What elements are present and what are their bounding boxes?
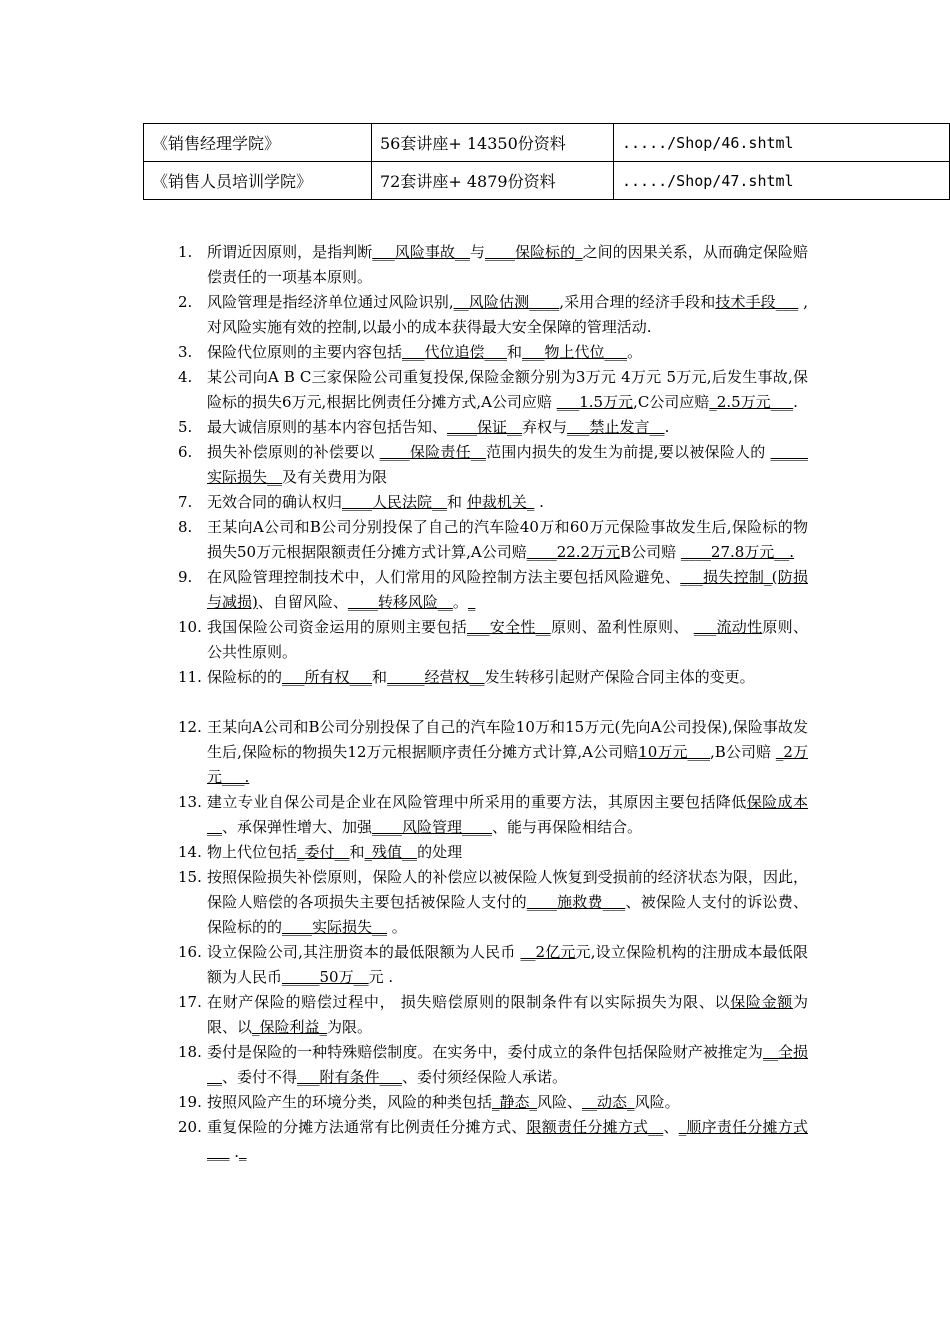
question-item [178, 1090, 808, 1115]
question-item [178, 990, 808, 1040]
question-item [178, 715, 808, 790]
course-name-cell: 《销售经理学院》 [144, 124, 372, 162]
question-text: 。 [627, 343, 643, 361]
question-number: 12. [178, 718, 202, 736]
question-number: 15. [178, 868, 202, 886]
question-number: 18. [178, 1043, 202, 1061]
answer-blank: 限额责任分摊方式__ [526, 1118, 664, 1136]
question-text: 重复保险的分摊方法通常有比例责任分摊方式、 [207, 1118, 527, 1136]
question-number: 20. [178, 1118, 202, 1136]
question-text: 和 [372, 668, 388, 686]
answer-blank: ___安全性__ [467, 618, 551, 636]
question-text: ,C公司应赔 [633, 393, 710, 411]
question-text: 在财产保险的赔偿过程中， 损失赔偿原则的限制条件有以实际损失为限、以 [207, 993, 731, 1011]
question-text: 。 [452, 593, 468, 611]
question-item [178, 440, 808, 490]
answer-blank: ___损失控制_(防损与减损) [207, 568, 808, 611]
table-row [144, 124, 950, 162]
question-text: 弃权与 [522, 418, 568, 436]
question-text: B公司赔 [620, 543, 681, 561]
table-row [144, 162, 950, 200]
question-text: 建立专业自保公司是企业在风险管理中所采用的重要方法，其原因主要包括降低 [207, 793, 747, 811]
answer-blank: 10万元___ [638, 743, 711, 761]
answer-blank: ____实际损失__ [282, 918, 388, 936]
question-text: 在风险管理控制技术中，人们常用的风险控制方法主要包括风险避免、 [207, 568, 681, 586]
question-text: 和 [447, 493, 467, 511]
question-item [178, 365, 808, 415]
answer-blank: 仲裁机关_ [466, 493, 535, 511]
question-text: 委付是保险的一种特殊赔偿制度。在实务中，委付成立的条件包括保险财产被推定为 [207, 1043, 763, 1061]
question-number: 7. [178, 493, 193, 511]
question-text: 范围内损失的发生为前提,要以被保险人的 [485, 443, 771, 461]
answer-blank: ___1.5万元 [556, 393, 634, 411]
question-text: 、能与再保险相结合。 [492, 818, 643, 836]
question-item [178, 415, 808, 440]
question-number: 1. [178, 243, 193, 261]
answer-blank: _ [239, 1143, 247, 1161]
question-text: . [664, 418, 670, 436]
answer-blank: ____风险管理____ [372, 818, 493, 836]
question-text: ,采用合理的经济手段和 [559, 293, 716, 311]
question-number: 14. [178, 843, 202, 861]
question-text: 某公司向A B C三家保险公司重复投保,保险金额分别为3万元 4万元 5万元,后发生事故,保险标的损失6万元,根据比例责任分摊方式,A公司应赔 [207, 368, 808, 411]
question-text: 所谓近因原则，是指判断 [207, 243, 373, 261]
question-number: 9. [178, 568, 193, 586]
question-text: 风险。 [634, 1093, 680, 1111]
answer-blank: ___禁止发言__ [567, 418, 665, 436]
answer-blank: 技术手段___ [715, 293, 799, 311]
answer-blank: ___代位追偿___ [402, 343, 508, 361]
question-item [178, 615, 808, 665]
question-item [178, 290, 808, 340]
question-item [178, 865, 808, 940]
question-text: 无效合同的确认权归 [207, 493, 343, 511]
answer-blank: _2.5万元___ [709, 393, 794, 411]
question-item [178, 240, 808, 290]
question-text: 发生转移引起财产保险合同主体的变更。 [484, 668, 755, 686]
question-text: 原则、盈利性原则、 [550, 618, 694, 636]
question-number: 4. [178, 368, 193, 386]
question-item [178, 790, 808, 840]
answer-blank: __2亿元 [520, 943, 576, 961]
question-number: 8. [178, 518, 193, 536]
answer-blank: ____22.2万元 [526, 543, 621, 561]
question-number: 19. [178, 1093, 202, 1111]
question-list [178, 240, 808, 1165]
answer-blank: _顺序责任分摊方式___ [207, 1118, 808, 1161]
answer-blank: ____施救费___ [526, 893, 626, 911]
question-text: 、承保弹性增大、加强 [222, 818, 373, 836]
answer-blank: ___附有条件___ [297, 1068, 403, 1086]
question-text: 保险标的的 [207, 668, 283, 686]
question-number: 6. [178, 443, 193, 461]
resource-table [143, 123, 950, 200]
question-number: 5. [178, 418, 193, 436]
resource-table-body [144, 124, 950, 200]
course-name-cell: 《销售人员培训学院》 [144, 162, 372, 200]
question-item [178, 840, 808, 865]
answer-blank: ___流动性 [693, 618, 763, 636]
question-item [178, 940, 808, 990]
question-item [178, 565, 808, 615]
question-text: 王某向A公司和B公司分别投保了自己的汽车险10万和15万元(先向A公司投保),保险事故发生后,保险标的物损失12万元根据顺序责任分摊方式计算,A公司赔 [207, 718, 808, 761]
question-text: 与 [469, 243, 485, 261]
question-item [178, 1115, 808, 1165]
question-text: . [793, 393, 798, 411]
question-number: 10. [178, 618, 202, 636]
question-text: 、自留风险、 [257, 593, 348, 611]
question-text: 风险管理是指经济单位通过风险识别, [207, 293, 454, 311]
question-text: 的处理 [417, 843, 463, 861]
answer-blank: _____50万__ [282, 968, 369, 986]
answer-blank: ___所有权___ [282, 668, 373, 686]
question-text: 之间的因果关系，从而确定保险赔偿责任的一项基本原则。 [207, 243, 808, 286]
question-item [178, 1040, 808, 1090]
question-number: 2. [178, 293, 193, 311]
question-item [178, 490, 808, 515]
course-link-cell[interactable]: ...../Shop/47.shtml [614, 162, 950, 200]
answer-blank: __动态_ [582, 1093, 635, 1111]
question-text: 设立保险公司,其注册资本的最低限额为人民币 [207, 943, 521, 961]
course-link-cell[interactable]: ...../Shop/46.shtml [614, 124, 950, 162]
question-text: 风险、 [537, 1093, 583, 1111]
course-content-cell: 72套讲座+ 4879份资料 [372, 162, 614, 200]
question-text: 及有关费用为限 [282, 468, 388, 486]
question-number: 3. [178, 343, 193, 361]
question-text: 、委付不得 [222, 1068, 298, 1086]
question-text: ,对风险实施有效的控制,以最小的成本获得最大安全保障的管理活动. [207, 293, 808, 336]
answer-blank: _2万元___. [207, 743, 809, 786]
question-text: 为限、以 [207, 993, 808, 1036]
question-text: 按照保险损失补偿原则，保险人的补偿应以被保险人恢复到受损前的经济状态为限，因此，保险人赔偿的各项损失主要包括被保险人支付的 [207, 868, 808, 911]
answer-blank: _保险利益_ [252, 1018, 328, 1036]
answer-blank: ____人民法院__ [342, 493, 448, 511]
question-text: 、委付须经保险人承诺。 [402, 1068, 568, 1086]
answer-blank: ___物上代位___ [522, 343, 628, 361]
answer-blank: ___风险事故__ [372, 243, 470, 261]
question-text: 王某向A公司和B公司分别投保了自己的汽车险40万和60万元保险事故发生后,保险标的物损失50万元根据限额责任分摊方式计算,A公司赔 [207, 518, 808, 561]
answer-blank: _残值__ [364, 843, 418, 861]
question-text: 物上代位包括 [207, 843, 298, 861]
question-text: 元 . [368, 968, 394, 986]
answer-blank: ____保证__ [447, 418, 523, 436]
course-content-cell: 56套讲座+ 14350份资料 [372, 124, 614, 162]
question-number: 17. [178, 993, 202, 1011]
question-text: 损失补偿原则的补偿要以 [207, 443, 380, 461]
question-text: 我国保险公司资金运用的原则主要包括 [207, 618, 467, 636]
question-text: 元,设立保险机构的注册成本最低限额为人民币 [207, 943, 808, 986]
question-number: 11. [178, 668, 202, 686]
answer-blank: _静态_ [492, 1093, 538, 1111]
question-text: . [534, 493, 544, 511]
question-item [178, 515, 808, 565]
answer-blank: 保险金额 [730, 993, 793, 1011]
answer-blank: ____保险标的_ [484, 243, 583, 261]
answer-blank: ____27.8万元__. [680, 543, 795, 561]
question-text: 为限。 [327, 1018, 373, 1036]
answer-blank: _委付__ [297, 843, 350, 861]
question-text: 保险代位原则的主要内容包括 [207, 343, 403, 361]
question-text: 按照风险产生的环境分类，风险的种类包括 [207, 1093, 493, 1111]
answer-blank: ____保险责任__ [379, 443, 486, 461]
question-text: ,B公司赔 [710, 743, 776, 761]
question-number: 16. [178, 943, 202, 961]
answer-blank: 保险成本__ [207, 793, 808, 836]
answer-blank: _____经营权__ [387, 668, 485, 686]
answer-blank: _____实际损失__ [207, 443, 808, 486]
question-text: 、 [663, 1118, 679, 1136]
question-text: 和 [507, 343, 523, 361]
question-number: 13. [178, 793, 202, 811]
question-text: 最大诚信原则的基本内容包括告知、 [207, 418, 448, 436]
question-text: . [229, 1143, 240, 1161]
question-text: 。 [387, 918, 407, 936]
question-text: 和 [349, 843, 365, 861]
question-item [178, 340, 808, 365]
question-text: 、被保险人支付的诉讼费、保险标的的 [207, 893, 808, 936]
question-item [178, 665, 808, 690]
answer-blank: _ [467, 593, 476, 611]
answer-blank: __风险估测____ [453, 293, 560, 311]
question-text: 原则、公共性原则。 [207, 618, 808, 661]
answer-blank: __全损__ [207, 1043, 808, 1086]
answer-blank: ____转移风险__ [347, 593, 453, 611]
